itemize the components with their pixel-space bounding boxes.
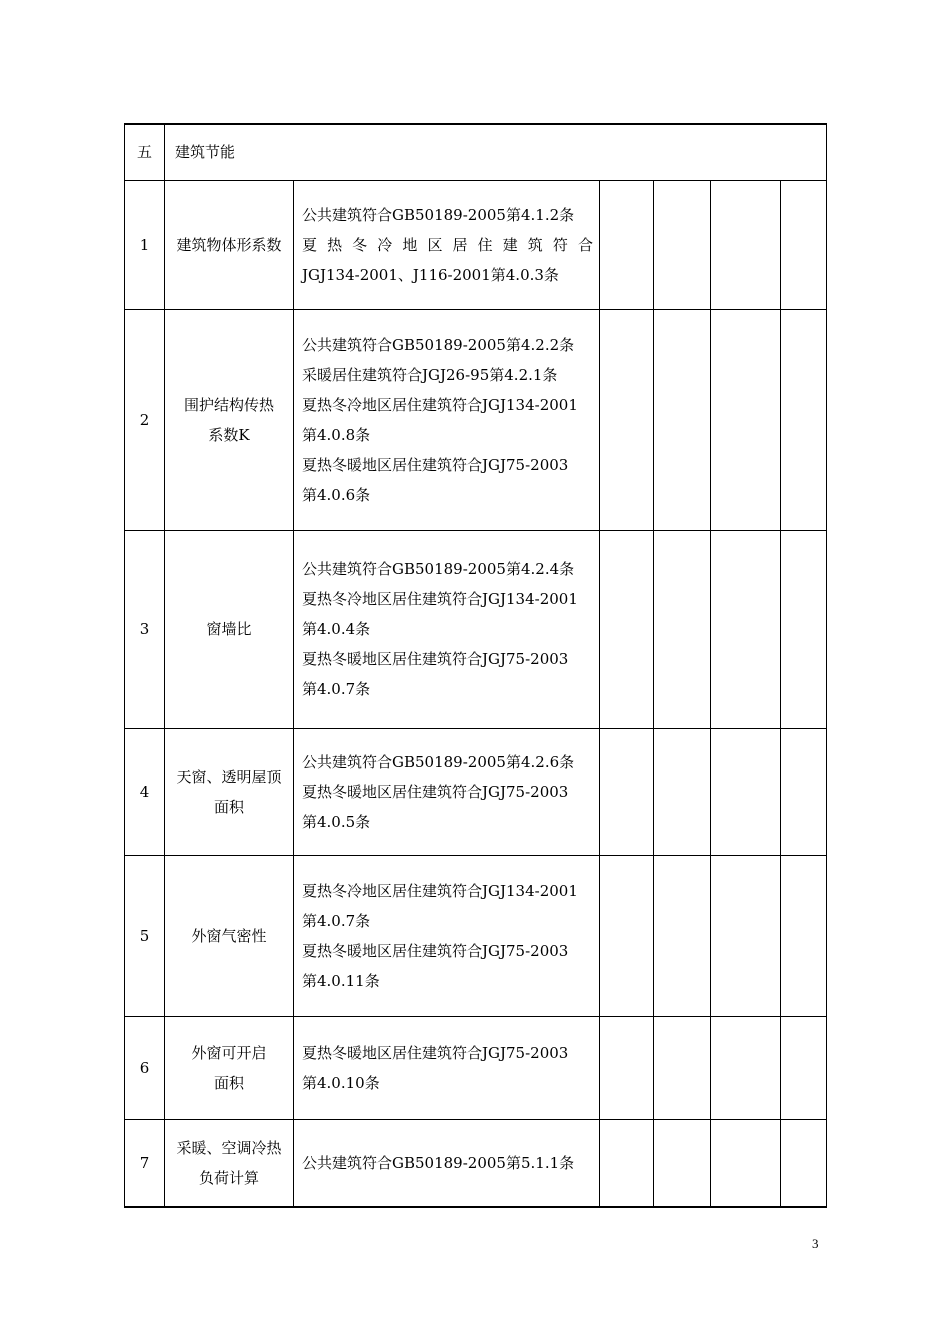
blank-cell <box>711 1016 781 1119</box>
item-name: 天窗、透明屋顶 面积 <box>165 728 294 855</box>
table-row <box>125 728 827 855</box>
table-row <box>125 309 827 530</box>
blank-cell <box>781 728 827 855</box>
table-row <box>125 180 827 309</box>
standard-basis: 公共建筑符合GB50189-2005第4.2.4条 夏热冬冷地区居住建筑符合JGJ134-2001 第4.0.4条 夏热冬暖地区居住建筑符合JGJ75-2003 第4.0.7条 <box>294 530 600 728</box>
row-number: 7 <box>125 1119 165 1207</box>
row-number: 2 <box>125 309 165 530</box>
blank-cell <box>711 530 781 728</box>
table-row <box>125 855 827 1016</box>
blank-cell <box>781 180 827 309</box>
blank-cell <box>654 309 711 530</box>
page-number: 3 <box>812 1236 819 1251</box>
standard-basis: 夏热冬暖地区居住建筑符合JGJ75-2003 第4.0.10条 <box>294 1016 600 1119</box>
standard-basis: 公共建筑符合GB50189-2005第5.1.1条 <box>294 1119 600 1207</box>
standard-basis: 公共建筑符合GB50189-2005第4.1.2条 夏热冬冷地区居住建筑符合 JGJ134-2001、J116-2001第4.0.3条 <box>294 180 600 309</box>
row-number: 5 <box>125 855 165 1016</box>
section-number: 五 <box>125 124 165 180</box>
standard-basis: 夏热冬冷地区居住建筑符合JGJ134-2001 第4.0.7条 夏热冬暖地区居住建筑符合JGJ75-2003 第4.0.11条 <box>294 855 600 1016</box>
item-name: 建筑物体形系数 <box>165 180 294 309</box>
blank-cell <box>654 530 711 728</box>
blank-cell <box>781 530 827 728</box>
section-title: 建筑节能 <box>165 124 827 180</box>
blank-cell <box>600 1119 654 1207</box>
table-row <box>125 1119 827 1207</box>
row-number: 1 <box>125 180 165 309</box>
section-header-row <box>125 124 827 180</box>
blank-cell <box>711 1119 781 1207</box>
item-name: 采暖、空调冷热 负荷计算 <box>165 1119 294 1207</box>
blank-cell <box>654 1119 711 1207</box>
building-energy-table <box>124 123 827 1208</box>
blank-cell <box>600 1016 654 1119</box>
table-row <box>125 1016 827 1119</box>
item-name: 外窗可开启 面积 <box>165 1016 294 1119</box>
table-row <box>125 530 827 728</box>
blank-cell <box>600 180 654 309</box>
row-number: 6 <box>125 1016 165 1119</box>
standard-basis: 公共建筑符合GB50189-2005第4.2.2条 采暖居住建筑符合JGJ26-95第4.2.1条 夏热冬冷地区居住建筑符合JGJ134-2001 第4.0.8条 夏热冬暖地区居住建筑符合JGJ75-2003 第4.0.6条 <box>294 309 600 530</box>
blank-cell <box>781 1016 827 1119</box>
blank-cell <box>781 1119 827 1207</box>
blank-cell <box>711 180 781 309</box>
row-number: 4 <box>125 728 165 855</box>
blank-cell <box>781 309 827 530</box>
blank-cell <box>600 728 654 855</box>
item-name: 窗墙比 <box>165 530 294 728</box>
blank-cell <box>711 855 781 1016</box>
blank-cell <box>600 309 654 530</box>
blank-cell <box>711 309 781 530</box>
blank-cell <box>654 728 711 855</box>
blank-cell <box>654 180 711 309</box>
blank-cell <box>600 530 654 728</box>
blank-cell <box>711 728 781 855</box>
blank-cell <box>654 855 711 1016</box>
blank-cell <box>781 855 827 1016</box>
row-number: 3 <box>125 530 165 728</box>
blank-cell <box>654 1016 711 1119</box>
item-name: 外窗气密性 <box>165 855 294 1016</box>
item-name: 围护结构传热 系数K <box>165 309 294 530</box>
blank-cell <box>600 855 654 1016</box>
standard-basis: 公共建筑符合GB50189-2005第4.2.6条 夏热冬暖地区居住建筑符合JGJ75-2003 第4.0.5条 <box>294 728 600 855</box>
